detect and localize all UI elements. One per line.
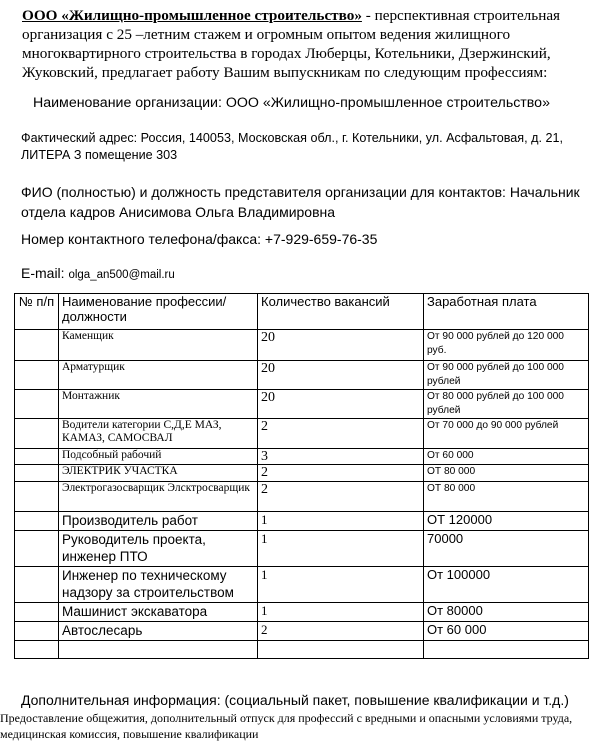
row-number: [15, 512, 59, 531]
profession-name: Инженер по техническому надзору за строительством: [59, 567, 258, 603]
email-label: E-mail:: [21, 265, 69, 281]
contact-person-line: ФИО (полностью) и должность представителя организации для контактов: Начальник отдела кадров Анисимова Ольга Владимировна: [21, 184, 580, 220]
profession-name: Машинист экскаватора: [59, 603, 258, 622]
salary: От 80 000 рублей до 100 000 рублей: [424, 390, 589, 419]
row-number: [15, 622, 59, 641]
salary: 70000: [424, 531, 589, 567]
table-row: [15, 465, 589, 482]
vacancy-count: [258, 641, 424, 659]
vacancy-count: 1: [258, 567, 424, 603]
row-number: [15, 603, 59, 622]
email-link[interactable]: olga_an500@mail.ru: [68, 269, 175, 281]
vacancy-count: 2: [258, 465, 424, 482]
salary: От 70 000 до 90 000 рублей: [424, 419, 589, 449]
header-profession: Наименование профессии/должности: [59, 294, 258, 330]
vacancy-count: 1: [258, 531, 424, 567]
table-row-empty: [15, 641, 589, 659]
phone-line: Номер контактного телефона/факса: +7-929-659-76-35: [21, 231, 378, 247]
table-row: [15, 512, 589, 531]
salary: От 60 000: [424, 449, 589, 465]
vacancy-count: 2: [258, 622, 424, 641]
additional-info-text: Предоставление общежития, дополнительный отпуск для профессий с вредными и опасными условиями труда, медицинская комиссия, повышение квалификации: [0, 711, 573, 741]
email-line: [21, 265, 175, 281]
salary: ОТ 120000: [424, 512, 589, 531]
salary: От 60 000: [424, 622, 589, 641]
row-number: [15, 641, 59, 659]
profession-name: Монтажник: [59, 390, 258, 419]
salary: От 90 000 рублей до 100 000 рублей: [424, 361, 589, 390]
salary: От 90 000 рублей до 120 000 руб.: [424, 330, 589, 361]
profession-name: Водители категории С,Д,Е МАЗ, КАМАЗ, САМОСВАЛ: [59, 419, 258, 449]
salary: [424, 641, 589, 659]
profession-name: Производитель работ: [59, 512, 258, 531]
row-number: [15, 531, 59, 567]
intro-paragraph: [22, 6, 582, 82]
table-row: [15, 390, 589, 419]
header-number: № п/п: [15, 294, 59, 330]
salary: ОТ 80 000: [424, 465, 589, 482]
table-row: [15, 531, 589, 567]
vacancy-count: 2: [258, 419, 424, 449]
vacancy-count: 1: [258, 512, 424, 531]
profession-name: Руководитель проекта, инженер ПТО: [59, 531, 258, 567]
vacancy-table: [14, 293, 589, 659]
profession-name: Подсобный рабочий: [59, 449, 258, 465]
table-row: [15, 361, 589, 390]
row-number: [15, 390, 59, 419]
company-name: ООО «Жилищно-промышленное строительство»: [22, 7, 362, 24]
row-number: [15, 361, 59, 390]
intro-text: - перспективная строительная организация с 25 –летним стажем и огромным опытом ведения жилищного многоквартирного строительства в городах Люберцы, Котельники, Дзержинский, Жуковский, предлагает работу Вашим выпускникам по следующим профессиям:: [22, 7, 561, 81]
table-header-row: [15, 294, 589, 330]
profession-name: Электрогазосварщик Элсктросварщик: [59, 482, 258, 512]
profession-name: Каменщик: [59, 330, 258, 361]
salary: От 100000: [424, 567, 589, 603]
vacancy-count: 20: [258, 330, 424, 361]
salary: ОТ 80 000: [424, 482, 589, 512]
vacancy-count: 20: [258, 361, 424, 390]
vacancy-count: 3: [258, 449, 424, 465]
vacancy-count: 20: [258, 390, 424, 419]
organization-line: Наименование организации: ООО «Жилищно-промышленное строительство»: [33, 95, 550, 111]
row-number: [15, 449, 59, 465]
row-number: [15, 567, 59, 603]
header-count: Количество вакансий: [258, 294, 424, 330]
table-row: [15, 567, 589, 603]
header-salary: Заработная плата: [424, 294, 589, 330]
row-number: [15, 482, 59, 512]
salary: От 80000: [424, 603, 589, 622]
profession-name: [59, 641, 258, 659]
additional-info-label: Дополнительная информация: (социальный пакет, повышение квалификации и т.д.): [21, 692, 569, 708]
vacancy-count: 2: [258, 482, 424, 512]
address-line: Фактический адрес: Россия, 140053, Московская обл., г. Котельники, ул. Асфальтовая, д. 21, ЛИТЕРА З помещение 303: [21, 131, 563, 162]
table-row: [15, 330, 589, 361]
row-number: [15, 419, 59, 449]
profession-name: ЭЛЕКТРИК УЧАСТКА: [59, 465, 258, 482]
table-row: [15, 419, 589, 449]
vacancy-count: 1: [258, 603, 424, 622]
row-number: [15, 465, 59, 482]
table-row: [15, 482, 589, 512]
table-row: [15, 603, 589, 622]
profession-name: Автослесарь: [59, 622, 258, 641]
table-row: [15, 449, 589, 465]
row-number: [15, 330, 59, 361]
table-row: [15, 622, 589, 641]
profession-name: Арматурщик: [59, 361, 258, 390]
